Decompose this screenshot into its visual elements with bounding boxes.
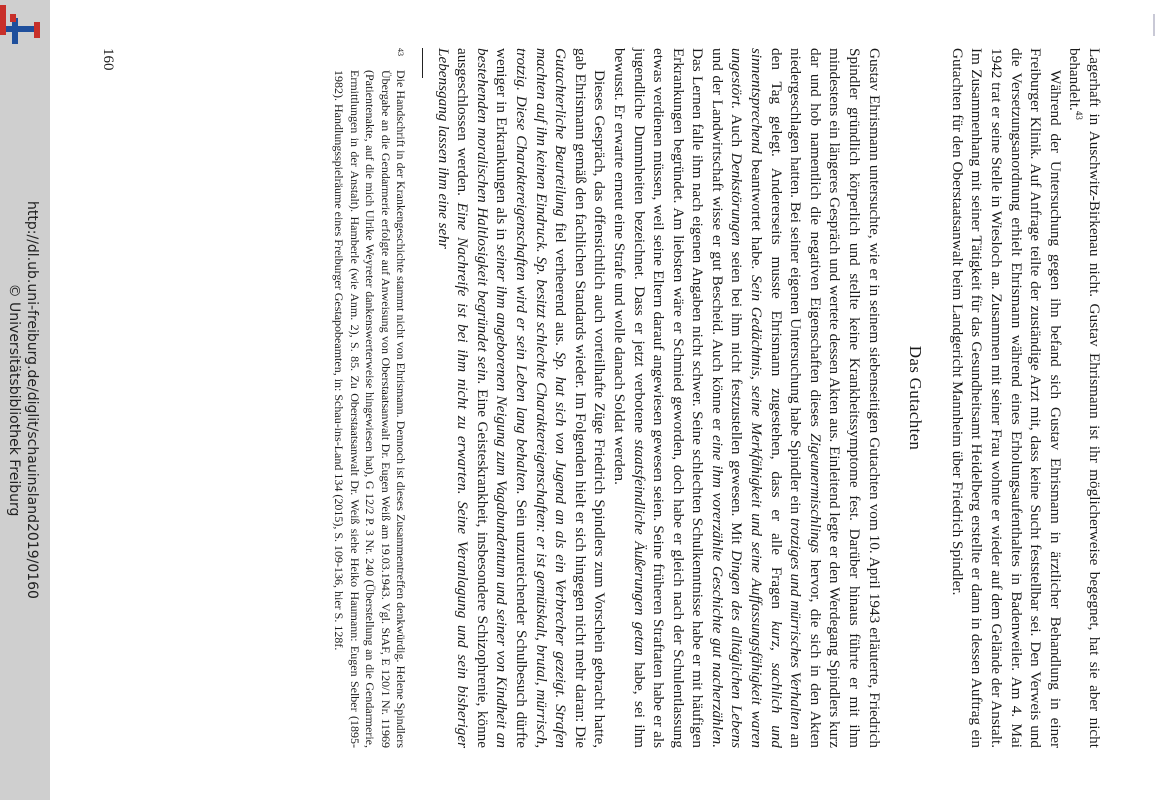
footnote-number: 43 [395, 48, 405, 56]
copyright-notice: © Universitätsbibliothek Freiburg [6, 283, 22, 517]
source-url[interactable]: http://dl.ub.uni-freiburg.de/diglit/schauinsland2019/0160 [24, 201, 40, 599]
section-title: Das Gutachten [905, 345, 925, 451]
footnote [330, 48, 407, 748]
paragraph: Gustav Ehrismann untersuchte, wie er in seinem siebenseitigen Gutachten vom 10. April 1943 erläuterte, Friedrich Spindler gründlich körperlich und stellte keine Krankheitssymptome fest. Darüber hinaus führte er mit ihm mindestens ein längeres Gespräch und wertete dessen Akten aus. Einleitend legte er den Werdegang Spindlers kurz dar und hob namentlich die negativen Eigenschaften dieses Zigeunermischlings hervor, die sich in den Akten niedergeschlagen hatten. Bei seiner eigenen Untersuchung habe Spindler ein trotziges und mürrisches Verhalten an den Tag gelegt. Andererseits musste Ehrismann zugestehen, dass er alle Fragen kurz, sachlich und sinnentsprechend beantwortet habe. Sein Gedächtnis, seine Merkfähigkeit und seine Auffassungsfähigkeit waren ungestört. Auch Denkstörungen seien bei ihm nicht festzustellen gewesen. Mit Dingen des alltäglichen Lebens und der Landwirtschaft wisse er gut Bescheid. Auch könne er eine ihm vorerzählte Geschichte gut nacherzählen. Das Lernen falle ihm nach eigenen Angaben nicht schwer. Seine schlechten Schulkenntnisse habe er mit häufigen Erkrankungen begründet. Am liebsten wäre er Schmied geworden, doch habe er gleich nach der Schulentlassung etwas verdienen müssen, weil seine Eltern darauf angewiesen gewesen seien. Seine früheren Straftaten habe er als jugendliche Dummheiten bezeichnet. Dass er jetzt verbotene staatsfeindliche Äußerungen getan habe, sei ihm bewusst. Er erwarte erneut eine Strafe und wolle danach Soldat werden. [610, 48, 883, 749]
paragraph: Während der Untersuchung gegen ihn befand sich Gustav Ehrismann in ärztlicher Behandlung in einer Freiburger Klinik. Auf Anfrage teilte der zuständige Arzt mit, dass keine Sucht feststellbar sei. Den Verweis und die Versetzungsanordnung erhielt Ehrismann während eines Erholungsaufenthaltes in Badenweiler. Am 4. Mai 1942 trat er seine Stelle in Wiesloch an. Zusammen mit seiner Frau wohnte er wieder auf dem Gelände der Anstalt. Im Zusammenhang mit seiner Tätigkeit für das Gesundheitsamt Heidelberg erstellte er dann in dessen Auftrag ein Gutachten für den Oberstaatsanwalt beim Landgericht Mannheim über Friedrich Spindler. [948, 48, 1064, 748]
body-text [330, 48, 1103, 748]
page-number: 160 [99, 48, 116, 71]
footnote-separator [422, 48, 423, 78]
paragraph: Dieses Gespräch, das offensichtlich auch vorteilhafte Züge Friedrich Spindlers zum Vorschein gebracht hatte, gab Ehrismann gemäß den fachlichen Standards wieder. Im Folgenden hielt er sich hingegen nicht mehr daran: Die Gutachterliche Beurteilung fiel verheerend aus. Sp. hat sich von Jugend an als ein Verbrecher gezeigt. Strafen machten auf ihn keinen Eindruck. Sp. besitzt schlechte Charaktereigenschaften: er ist gemütskalt, brutal, mürrisch, trotzig. Diese Charaktereigenschaften wird er sein Leben lang behalten. Sein unzureichender Schulbesuch dürfte weniger in Erkrankungen als in seiner ihm angeborenen Neigung zum Vagabundentum und seiner von Kindheit an bestehenden moralischen Haltlosigkeit begründet sein. Eine Geisteskrankheit, insbesondere Schizophrenie, könne ausgeschlossen werden. Eine Nachreife ist bei ihm nicht zu erwarten. Seine Veranlagung und sein bisheriger Lebensgang lassen ihm eine sehr [434, 48, 608, 748]
footnote-ref: 43 [1073, 110, 1084, 120]
paragraph: Lagerhaft in Auschwitz-Birkenau nicht. Gustav Ehrismann ist ihr möglicherweise begegnet, hat sie aber nicht behandelt.$^{43}$ [1065, 48, 1103, 748]
page-content [100, 40, 1110, 760]
scanned-page [50, 0, 1159, 800]
university-logo-icon [0, 0, 50, 60]
footnote-text: Die Handschrift in der Krankengeschichte stammt nicht von Ehrismann. Dennoch ist dieses Zusammentreffen denkwürdig. Helene Spindlers Übergabe an die Gendarmerie erfolgte auf Anweisung von Oberstaatsanwalt Dr. Eugen Weiß am 19.03.1943. Vgl. StAF, E 120/1 Nr. 11969 (Patientenakte, auf die mich Ulrike Weyreter dankenswerterweise hingewiesen hat), G 12/2 P. 3 Nr. 240 (Überstellung an die Gendarmerie, Ermittlungen in der Anstalt). Hamberle (wie Anm. 2), S. 85. Zu Oberstaatsanwalt Dr. Weiß siehe Heiko Haumann: Eugen Selber (1895-1982). Handlungsspielräume eines Freiburger Gestapobeamten, in: Schau-ins-Land 134 (2015), S. 109-136, hier S. 128f. [331, 70, 408, 748]
page-edge-mark [1148, 14, 1155, 36]
